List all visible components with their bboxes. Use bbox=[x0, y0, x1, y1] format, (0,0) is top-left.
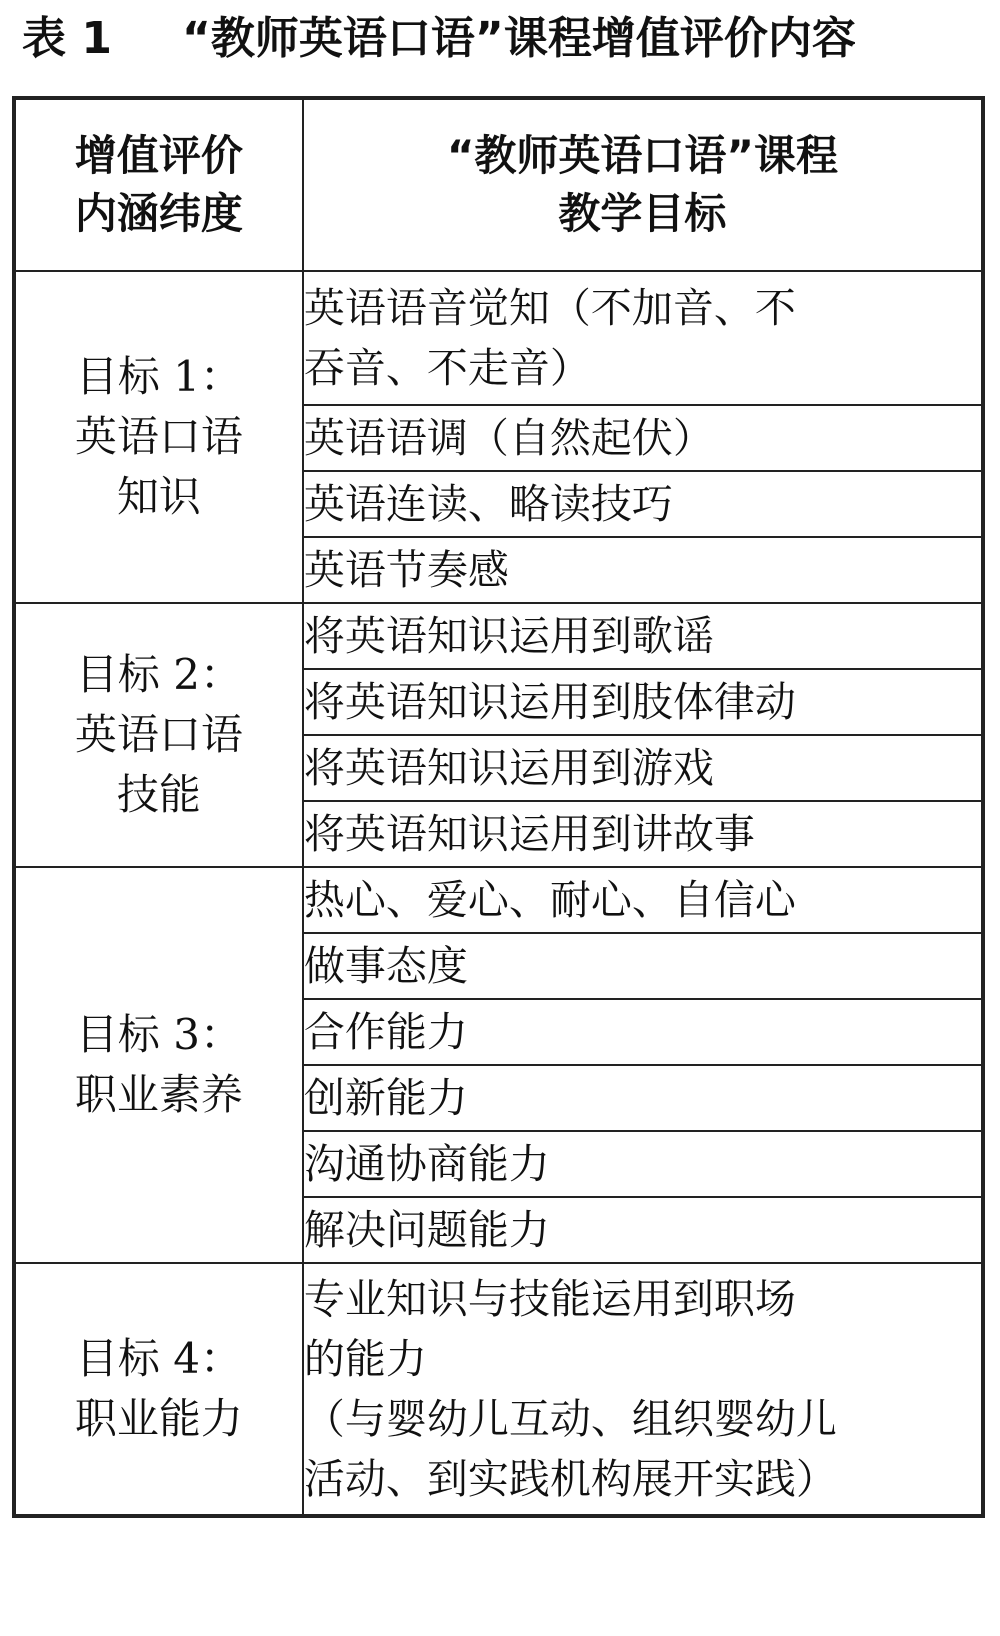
dimension-cell-3: 目标 3： 职业素养 bbox=[14, 867, 303, 1263]
goal-cell: 英语语调（自然起伏） bbox=[303, 405, 983, 471]
goal-cell: 合作能力 bbox=[303, 999, 983, 1065]
goal-cell: 英语连读、略读技巧 bbox=[303, 471, 983, 537]
goal-cell: 英语节奏感 bbox=[303, 537, 983, 603]
table-row bbox=[14, 271, 983, 405]
table-title: “教师英语口语”课程增值评价内容 bbox=[182, 13, 856, 64]
goal-cell: 将英语知识运用到讲故事 bbox=[303, 801, 983, 867]
goal-cell: 热心、爱心、耐心、自信心 bbox=[303, 867, 983, 933]
table-row bbox=[14, 867, 983, 933]
goal-cell: 做事态度 bbox=[303, 933, 983, 999]
goal-cell: 专业知识与技能运用到职场 的能力 （与婴幼儿互动、组织婴幼儿 活动、到实践机构展开实践） bbox=[303, 1263, 983, 1516]
goal-cell: 沟通协商能力 bbox=[303, 1131, 983, 1197]
table-number: 表 1 bbox=[22, 13, 112, 64]
header-teaching-goal: “教师英语口语”课程 教学目标 bbox=[303, 98, 983, 271]
dimension-cell-1: 目标 1： 英语口语 知识 bbox=[14, 271, 303, 603]
table-row bbox=[14, 603, 983, 669]
goal-cell: 将英语知识运用到游戏 bbox=[303, 735, 983, 801]
table-header-row bbox=[14, 98, 983, 271]
header-dimension: 增值评价 内涵纬度 bbox=[14, 98, 303, 271]
goal-cell: 解决问题能力 bbox=[303, 1197, 983, 1263]
goal-cell: 创新能力 bbox=[303, 1065, 983, 1131]
dimension-cell-2: 目标 2： 英语口语 技能 bbox=[14, 603, 303, 867]
goal-cell: 将英语知识运用到歌谣 bbox=[303, 603, 983, 669]
goal-cell: 英语语音觉知（不加音、不 吞音、不走音） bbox=[303, 271, 983, 405]
table-caption bbox=[22, 8, 982, 70]
goal-cell: 将英语知识运用到肢体律动 bbox=[303, 669, 983, 735]
dimension-cell-4: 目标 4： 职业能力 bbox=[14, 1263, 303, 1516]
table-row bbox=[14, 1263, 983, 1516]
evaluation-table bbox=[12, 96, 985, 1518]
